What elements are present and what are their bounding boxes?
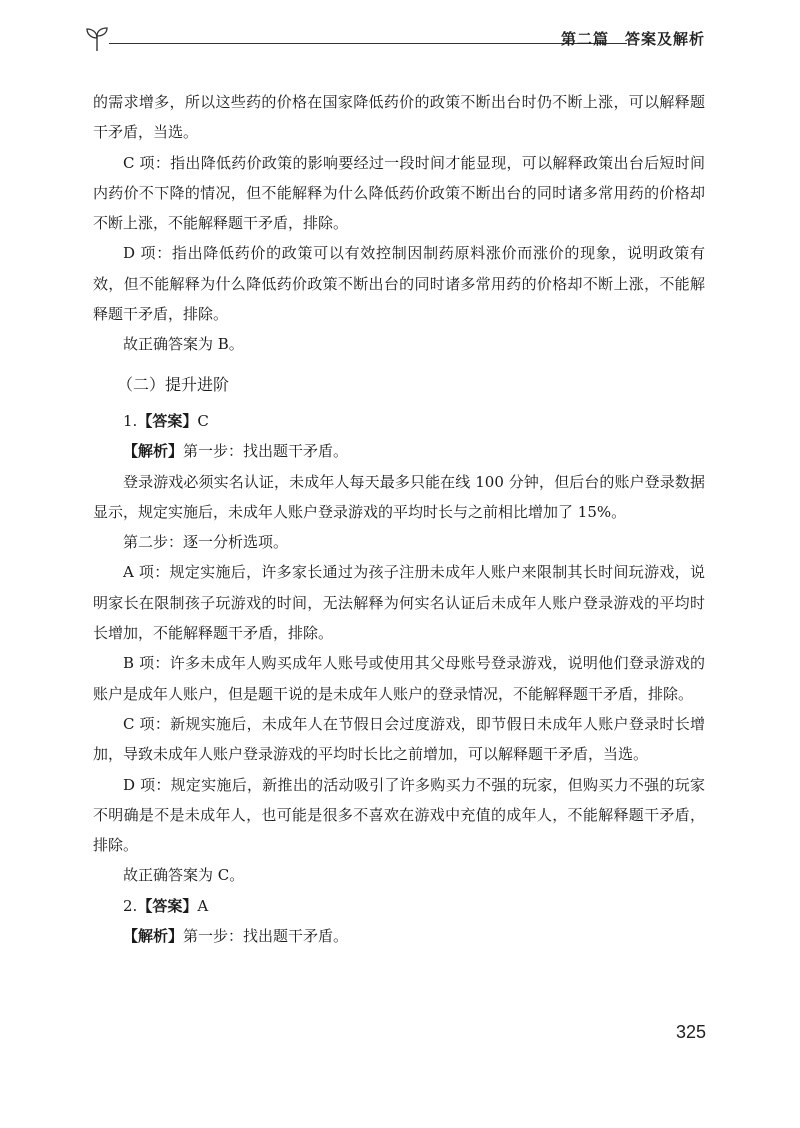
paragraph: B 项：许多未成年人购买成年人账号或使用其父母账号登录游戏，说明他们登录游戏的账户是成年人账户，但是题干说的是未成年人账户的登录情况，不能解释题干矛盾，排除。	[93, 654, 705, 703]
sprout-icon	[85, 26, 109, 52]
answer-label: 【答案】	[137, 411, 198, 430]
answer-label: 【答案】	[137, 896, 198, 915]
page-number: 325	[675, 1022, 706, 1042]
paragraph: A 项：规定实施后，许多家长通过为孩子注册未成年人账户来限制其长时间玩游戏，说明家长在限制孩子玩游戏的时间，无法解释为何实名认证后未成年人账户登录游戏的平均时长增加，不能解释题干矛盾，排除。	[93, 563, 705, 643]
question-answer-line	[93, 891, 705, 921]
analysis-label: 【解析】	[123, 927, 184, 946]
answer-value: A	[197, 896, 209, 915]
analysis-label: 【解析】	[123, 442, 184, 461]
paragraph: C 项：指出降低药价政策的影响要经过一段时间才能显现，可以解释政策出台后短时间内药价不下降的情况，但不能解释为什么降低药价政策不断出台的同时诸多常用药的价格却不断上涨，不能解释题干矛盾，排除。	[93, 153, 705, 233]
analysis-text: 第一步：找出题干矛盾。	[183, 927, 349, 946]
section-heading: （二）提升进阶	[117, 374, 230, 394]
page-body	[93, 87, 705, 951]
paragraph: C 项：新规实施后，未成年人在节假日会过度游戏，即节假日未成年人账户登录时长增加，导致未成年人账户登录游戏的平均时长比之前增加，可以解释题干矛盾，当选。	[93, 714, 705, 764]
question-answer-line	[93, 406, 705, 436]
header-rule	[109, 43, 627, 44]
paragraph: D 项：指出降低药价的政策可以有效控制因制药原料涨价而涨价的现象，说明政策有效，但不能解释为什么降低药价政策不断出台的同时诸多常用药的价格却不断上涨，不能解释题干矛盾，排除。	[93, 244, 705, 324]
analysis-text: 第一步：找出题干矛盾。	[183, 442, 349, 461]
analysis-line	[93, 921, 705, 951]
page-header	[85, 24, 705, 56]
paragraph: 的需求增多，所以这些药的价格在国家降低药价的政策不断出台时仍不断上涨，可以解释题干矛盾，当选。	[93, 93, 705, 142]
analysis-line	[93, 436, 705, 466]
header-title: 第二篇 答案及解析	[560, 30, 705, 48]
paragraph: 故正确答案为 C。	[123, 866, 245, 885]
paragraph: 故正确答案为 B。	[123, 335, 244, 354]
paragraph: D 项：规定实施后，新推出的活动吸引了许多购买力不强的玩家，但购买力不强的玩家不明确是不是未成年人，也可能是很多不喜欢在游戏中充值的成年人，不能解释题干矛盾，排除。	[93, 775, 705, 855]
question-number: 2.	[123, 896, 138, 915]
question-number: 1.	[123, 411, 138, 430]
paragraph: 登录游戏必须实名认证，未成年人每天最多只能在线 100 分钟，但后台的账户登录数据显示，规定实施后，未成年人账户登录游戏的平均时长与之前相比增加了 15%。	[93, 472, 705, 521]
paragraph: 第二步：逐一分析选项。	[123, 533, 289, 552]
answer-value: C	[197, 411, 209, 430]
